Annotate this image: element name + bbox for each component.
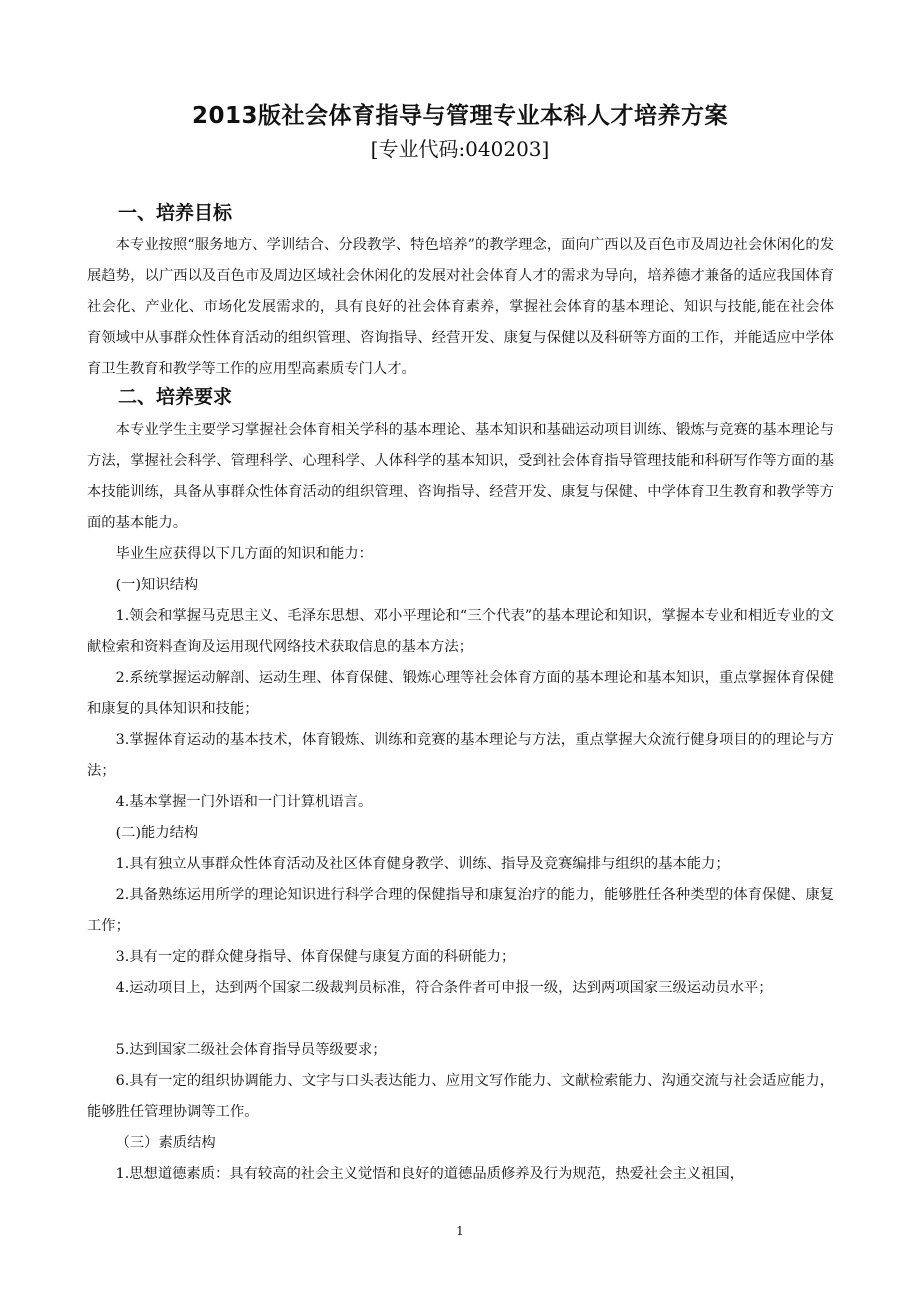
subheading-knowledge: (一)知识结构 bbox=[115, 577, 199, 593]
document-title: 2013版社会体育指导与管理专业本科人才培养方案 bbox=[191, 103, 728, 129]
page-number: 1 bbox=[456, 1224, 464, 1238]
ability-item: 5.达到国家二级社会体育指导员等级要求； bbox=[115, 1042, 387, 1058]
subheading-ability: (二)能力结构 bbox=[115, 825, 199, 841]
requirements-intro: 毕业生应获得以下几方面的知识和能力： bbox=[115, 546, 373, 562]
section-heading-requirements: 二、培养要求 bbox=[118, 386, 233, 408]
ability-item: 1.具有独立从事群众性体育活动及社区体育健身教学、训练、指导及竞赛编排与组织的基本能力； bbox=[115, 856, 730, 872]
ability-item: 3.具有一定的群众健身指导、体育保健与康复方面的科研能力； bbox=[115, 949, 516, 965]
major-code: [专业代码:040203] bbox=[370, 137, 550, 161]
ability-item: 4.运动项目上，达到两个国家二级裁判员标准，符合条件者可申报一级，达到两项国家三级运动员水平； bbox=[115, 980, 773, 996]
knowledge-item: 1.领会和掌握马克思主义、毛泽东思想、邓小平理论和“三个代表”的基本理论和知识，掌握本专业和相近专业的文献检索和资料查询及运用现代网络技术获取信息的基本方法； bbox=[87, 608, 834, 655]
knowledge-item: 2.系统掌握运动解剖、运动生理、体育保健、锻炼心理等社会体育方面的基本理论和基本知识，重点掌握体育保健和康复的具体知识和技能； bbox=[87, 670, 834, 717]
ability-item: 6.具有一定的组织协调能力、文字与口头表达能力、应用文写作能力、文献检索能力、沟通交流与社会适应能力，能够胜任管理协调等工作。 bbox=[87, 1073, 834, 1120]
ability-item: 2.具备熟练运用所学的理论知识进行科学合理的保健指导和康复治疗的能力，能够胜任各种类型的体育保健、康复工作； bbox=[87, 887, 834, 934]
knowledge-item: 3.掌握体育运动的基本技术，体育锻炼、训练和竞赛的基本理论与方法，重点掌握大众流行健身项目的的理论与方法； bbox=[87, 732, 834, 779]
requirements-paragraph: 本专业学生主要学习掌握社会体育相关学科的基本理论、基本知识和基础运动项目训练、锻炼与竞赛的基本理论与方法，掌握社会科学、管理科学、心理科学、人体科学的基本知识，受到社会体育指导管理技能和科研写作等方面的基本技能训练，具备从事群众性体育活动的组织管理、咨询指导、经营开发、康复与保健、中学体育卫生教育和教学等方面的基本能力。 bbox=[87, 422, 834, 531]
section-heading-objectives: 一、培养目标 bbox=[118, 202, 233, 224]
subheading-quality: （三）素质结构 bbox=[115, 1135, 216, 1151]
objectives-paragraph: 本专业按照“服务地方、学训结合、分段教学、特色培养”的教学理念，面向广西以及百色市及周边社会休闲化的发展趋势，以广西以及百色市及周边区域社会休闲化的发展对社会体育人才的需求为导向，培养德才兼备的适应我国体育社会化、产业化、市场化发展需求的，具有良好的社会体育素养，掌握社会体育的基本理论、知识与技能,能在社会体育领域中从事群众性体育活动的组织管理、咨询指导、经营开发、康复与保健以及科研等方面的工作，并能适应中学体育卫生教育和教学等工作的应用型高素质专门人才。 bbox=[87, 237, 834, 377]
quality-item: 1.思想道德素质：具有较高的社会主义觉悟和良好的道德品质修养及行为规范，热爱社会主义祖国， bbox=[115, 1166, 744, 1182]
knowledge-item: 4.基本掌握一门外语和一门计算机语言。 bbox=[115, 794, 373, 810]
